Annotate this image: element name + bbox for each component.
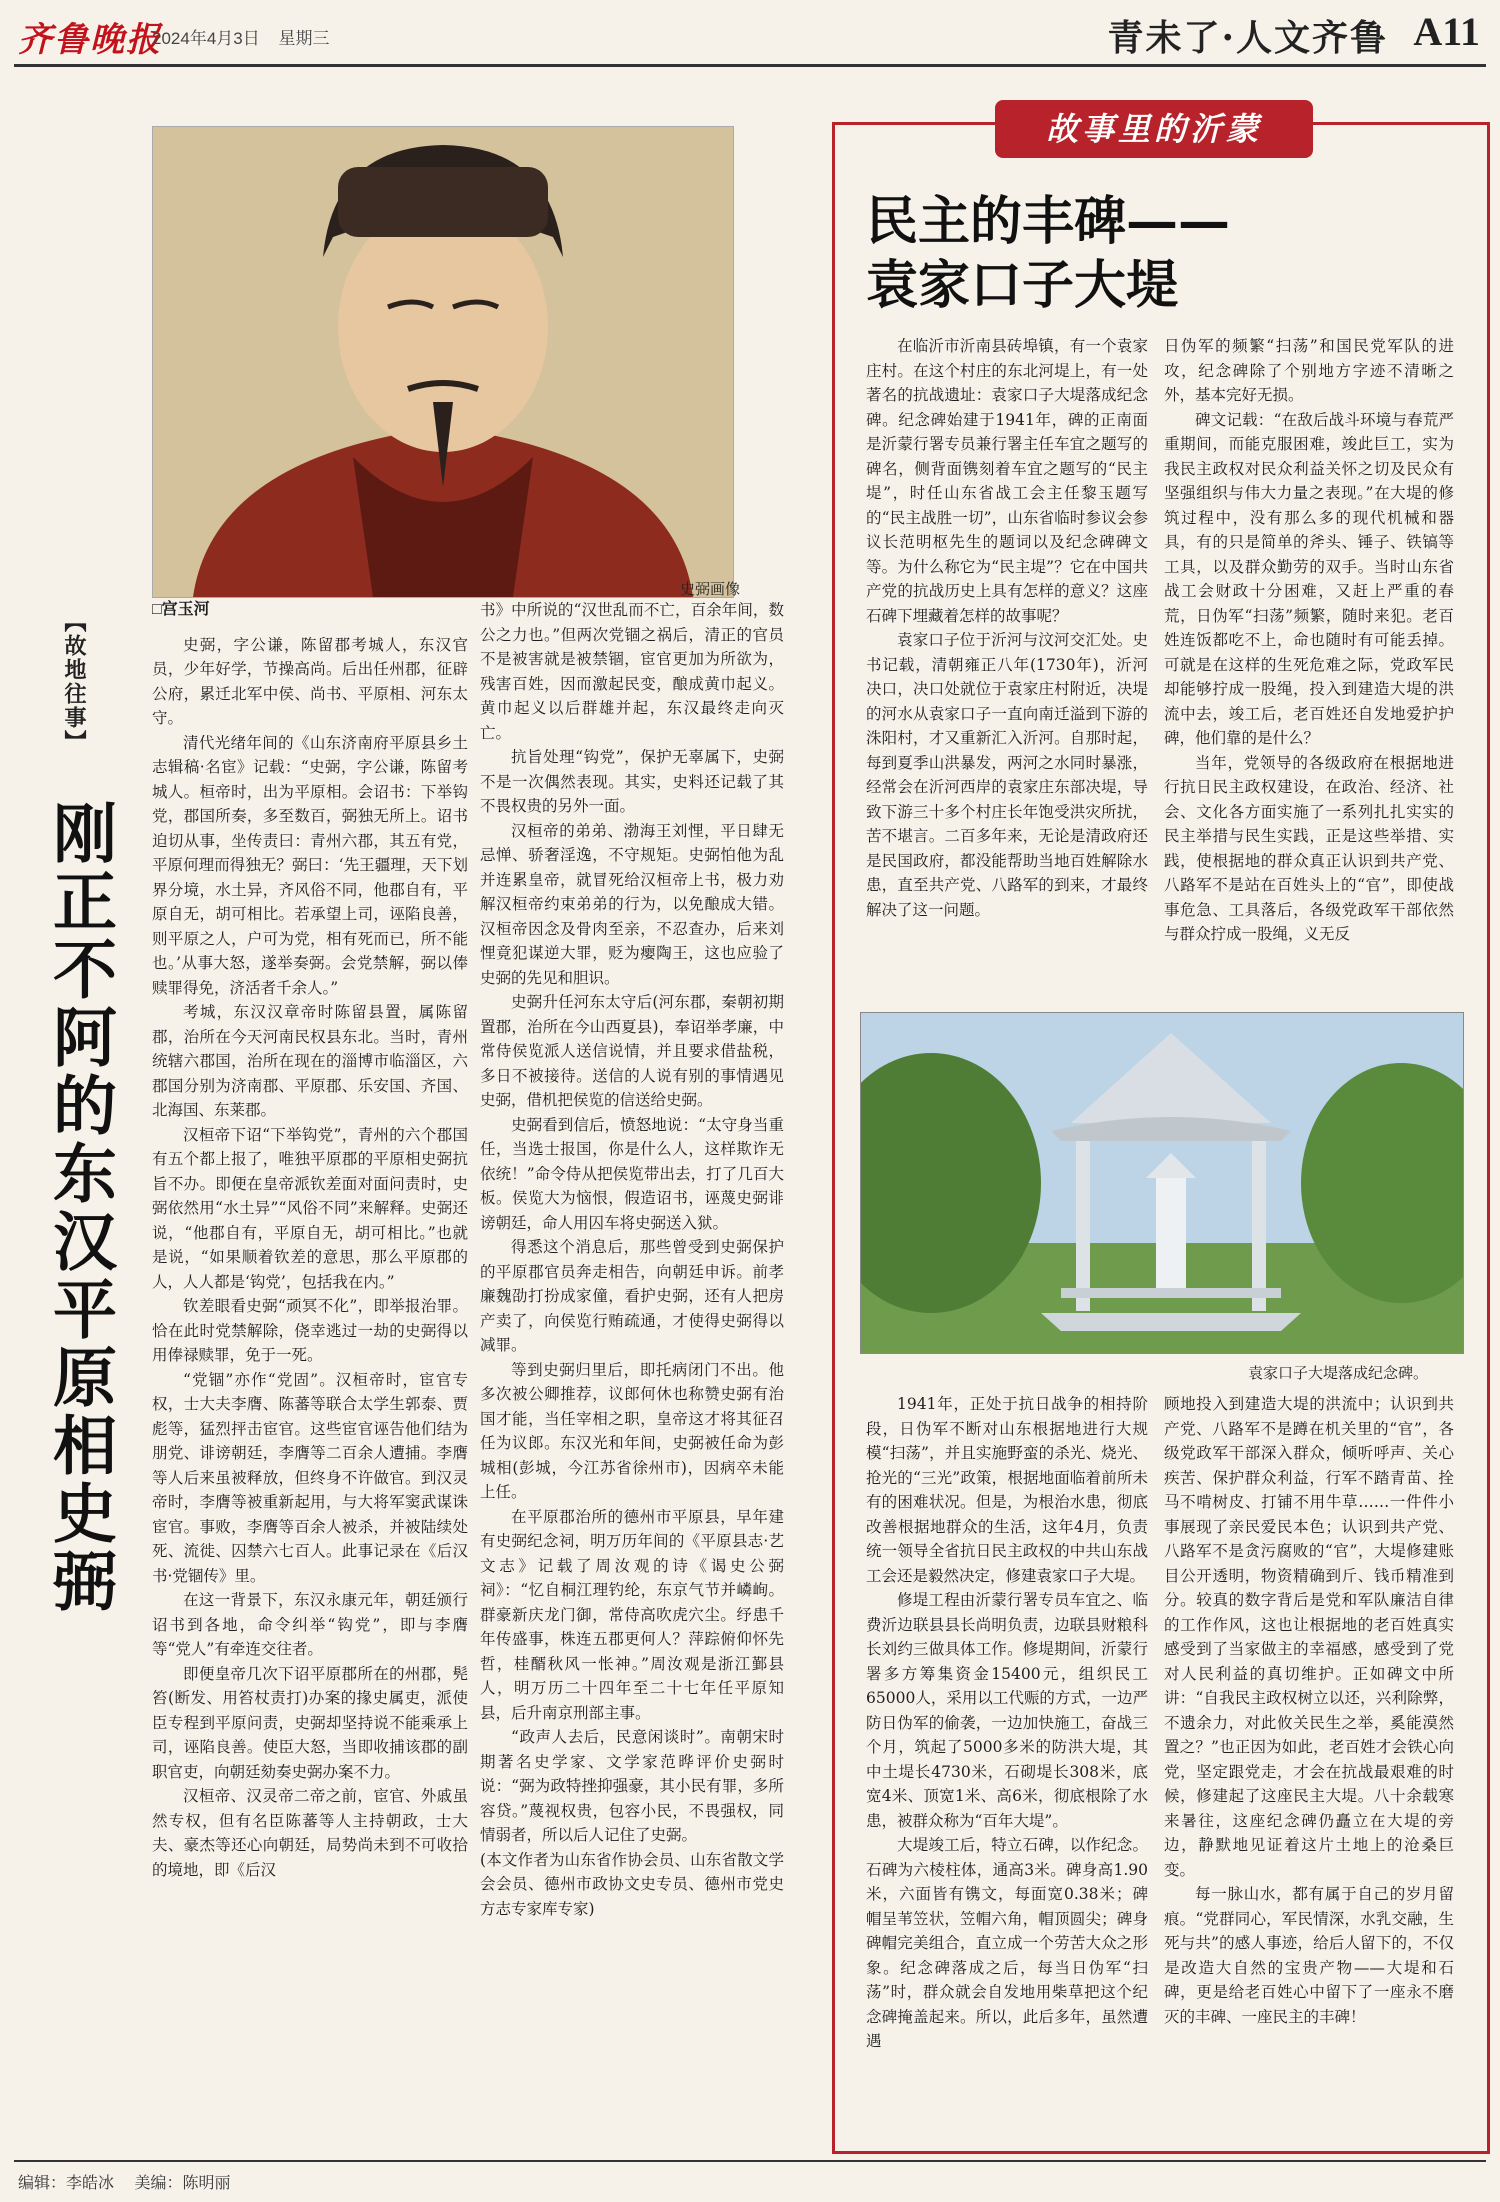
article-column-1: [152, 598, 468, 1882]
shi-bi-portrait: [152, 126, 734, 598]
article-column-2: [480, 598, 784, 1921]
paragraph: 等到史弼归里后，即托病闭门不出。他多次被公卿推荐，议郎何休也称赞史弼有治国才能，当任宰相之职，皇帝这才将其征召任为议郎。东汉光和年间，史弼被任命为彭城相(彭城，今江苏省徐州市)，因病卒未能上任。: [480, 1360, 784, 1501]
feature-column-1: [866, 334, 1148, 922]
paragraph: 顾地投入到建造大堤的洪流中；认识到共产党、八路军不是蹲在机关里的“官”，各级党政军干部深入群众，倾听呼声、关心疾苦、保护群众利益，行军不踏青苗、拴马不啃树皮、打铺不用牛草……一件件小事展现了亲民爱民本色；认识到共产党、八路军不是贪污腐败的“官”，大堤修建账目公开透明，物资精确到斤、钱币精准到分。较真的数字背后是党和军队廉洁自律的工作作风，这也让根据地的老百姓真实感受到了当家做主的幸福感，感受到了党对人民利益的真切维护。正如碑文中所讲：“自我民主政权树立以还，兴利除弊，不遗余力，对此攸关民生之举，奚能漠然置之？”也正因为如此，老百姓才会铁心向党，坚定跟党走，才会在抗战最艰难的时候，修建起了这座民主大堤。八十余载寒来暑往，这座纪念碑仍矗立在大堤的旁边，静默地见证着这片土地上的沧桑巨变。: [1164, 1395, 1454, 1879]
feature-tag: 故事里的沂蒙: [995, 100, 1313, 158]
paragraph: 修堤工程由沂蒙行署专员车宜之、临费沂边联县县长尚明负责，边联县财粮科长刘约三做具体工作。修堤期间，沂蒙行署多方筹集资金15400元，组织民工65000人，采用以工代赈的方式，一边严防日伪军的偷袭，一边加快施工，奋战三个月，筑起了5000多米的防洪大堤，其中土堤长4730米，石砌堤长308米，底宽4米、顶宽1米、高6米，彻底根除了水患，被群众称为“百年大堤”。: [866, 1591, 1148, 1830]
paragraph: 考城，东汉汉章帝时陈留县置，属陈留郡，治所在今天河南民权县东北。当时，青州统辖六郡国，治所在现在的淄博市临淄区，六郡国分别为济南郡、平原郡、乐安国、齐国、北海国、东莱郡。: [152, 1003, 468, 1119]
issue-date: [152, 24, 343, 49]
paragraph: 碑文记载：“在敌后战斗环境与春荒严重期间，而能克服困难，竣此巨工，实为我民主政权对民众利益关怀之切及民众有坚强组织与伟大力量之表现。”在大堤的修筑过程中，没有那么多的现代机械和器具，有的只是简单的斧头、锤子、铁镐等工具，以及群众勤劳的双手。当时山东省战工会财政十分困难，又赶上严重的春荒，日伪军“扫荡”频繁，随时来犯。老百姓连饭都吃不上，命也随时有可能丢掉。可就是在这样的生死危难之际，党政军民却能够拧成一股绳，投入到建造大堤的洪流中去，竣工后，老百姓还自发地爱护护碑，他们靠的是什么？: [1164, 410, 1454, 747]
top-rule: [14, 64, 1486, 67]
column-kicker: 【故地往事】: [61, 610, 87, 754]
paragraph: 抗旨处理“钩党”，保护无辜属下，史弼不是一次偶然表现。其实，史料还记载了其不畏权贵的另外一面。: [480, 748, 784, 815]
paragraph: “政声人去后，民意闲谈时”。南朝宋时期著名史学家、文学家范晔评价史弼时说：“弼为政特挫抑强豪，其小民有罪，多所容贷。”蔑视权贵，包容小民，不畏强权，同情弱者，所以后人记住了史弼。: [480, 1728, 784, 1844]
paragraph: 书》中所说的“汉世乱而不亡，百余年间，数公之力也。”但两次党锢之祸后，清正的官员不是被害就是被禁锢，宦官更加为所欲为，残害百姓，因而激起民变，酿成黄巾起义。黄巾起义以后群雄并起，东汉最终走向灭亡。: [480, 601, 784, 742]
author-byline: □宫玉河: [152, 601, 210, 618]
article-title: 刚正不阿的东汉平原相史弼: [42, 800, 117, 1616]
paragraph: 日伪军的频繁“扫荡”和国民党军队的进攻，纪念碑除了个别地方字迹不清晰之外，基本完好无损。: [1164, 337, 1454, 404]
date-text: 2024年4月3日: [152, 29, 260, 48]
paragraph: 史弼看到信后，愤怒地说：“太守身当重任，当选士报国，你是什么人，这样欺诈无依统！”命令侍从把侯览带出去，打了几百大板。侯览大为恼恨，假造诏书，诬蔑史弼诽谤朝廷，命人用囚车将史弼送入狱。: [480, 1115, 784, 1232]
paragraph: 汉桓帝的弟弟、渤海王刘悝，平日肆无忌惮、骄奢淫逸，不守规矩。史弼怕他为乱并连累皇帝，就冒死给汉桓帝上书，极力劝解汉桓帝约束弟弟的行为，以免酿成大错。汉桓帝因念及骨肉至亲，不忍查办，后来刘悝竟犯谋逆大罪，贬为瘿陶王，这也应验了史弼的先见和胆识。: [480, 821, 784, 987]
paragraph: “党锢”亦作“党固”。汉桓帝时，宦官专权，士大夫李膺、陈蕃等联合太学生郭泰、贾彪等，猛烈抨击宦官。这些宦官诬告他们结为朋党、诽谤朝廷，李膺等二百余人遭捕。李膺等人后来虽被释放，但终身不许做官。到汉灵帝时，李膺等被重新起用，与大将军窦武谋诛宦官。事败，李膺等百余人被杀，并被陆续处死、流徙、囚禁六七百人。此事记录在《后汉书·党锢传》里。: [152, 1370, 468, 1585]
paragraph: 得悉这个消息后，那些曾受到史弼保护的平原郡官员奔走相告，向朝廷申诉。前孝廉魏劭打扮成家僮，看护史弼，还有人把房产卖了，向侯览行贿疏通，才使得史弼得以减罪。: [480, 1238, 784, 1354]
feature-title-line-1: 民主的丰碑——: [866, 191, 1231, 252]
bottom-rule: [14, 2160, 1486, 2162]
paragraph: 即便皇帝几次下诏平原郡所在的州郡，髡笞(断发、用笞杖责打)办案的掾史属吏，派使臣专程到平原问责，史弼却坚持说不能乘承上司，诬陷良善。使臣大怒，当即收捕该郡的副职官吏，向朝廷劾奏史弼办案不力。: [152, 1664, 468, 1781]
paragraph: 钦差眼看史弼“顽冥不化”，即举报治罪。恰在此时党禁解除，侥幸逃过一劫的史弼得以用俸禄赎罪，免于一死。: [152, 1297, 468, 1364]
page-footer: [18, 2170, 246, 2193]
paragraph: 袁家口子位于沂河与汶河交汇处。史书记载，清朝雍正八年(1730年)，沂河决口，决口处就位于袁家庄村附近，决堤的河水从袁家口子一直向南迁溢到下游的洙阳村，才又重新汇入沂河。自那时起，每到夏季山洪暴发，两河之水同时暴涨，经常会在沂河西岸的袁家庄东部决堤，导致下游三十多个村庄长年饱受洪灾所扰，苦不堪言。二百多年来，无论是清政府还是民国政府，都没能帮助当地百姓解除水患，直至共产党、八路军的到来，才最终解决了这一问题。: [866, 631, 1148, 919]
author-note: (本文作者为山东省作协会员、山东省散文学会会员、德州市政协文史专员、德州市党史方志专家库专家): [480, 1850, 784, 1918]
paragraph: 每一脉山水，都有属于自己的岁月留痕。“党群同心，军民情深，水乳交融，生死与共”的感人事迹，给后人留下的，不仅是改造大自然的宝贵产物——大堤和石碑，更是给老百姓心中留下了一座永不磨灭的丰碑、一座民主的丰碑！: [1164, 1885, 1454, 2026]
paragraph: 史弼升任河东太守后(河东郡，秦朝初期置郡，治所在今山西夏县)，奉诏举孝廉，中常侍侯览派人送信说情，并且要求借盐税，多日不被接待。送信的人说有别的事情遇见史弼，借机把侯览的信送给史弼。: [480, 993, 784, 1109]
paragraph: 汉桓帝、汉灵帝二帝之前，宦官、外戚虽然专权，但有名臣陈蕃等人主持朝政，士大夫、豪杰等还心向朝廷，局势尚未到不可收拾的境地，即《后汉: [152, 1787, 468, 1879]
newspaper-logo: 齐鲁晚报: [18, 20, 162, 60]
paragraph: 1941年，正处于抗日战争的相持阶段，日伪军不断对山东根据地进行大规模“扫荡”，并且实施野蛮的杀光、烧光、抢光的“三光”政策，根据地面临着前所未有的困难状况。但是，为根治水患，彻底改善根据地群众的生活，这年4月，负责统一领导全省抗日民主政权的中共山东战工会还是毅然决定，修建袁家口子大堤。: [866, 1395, 1148, 1585]
monument-photo: [860, 1012, 1464, 1354]
paragraph: 清代光绪年间的《山东济南府平原县乡土志辑稿·名宦》记载：“史弼，字公谦，陈留考城人。桓帝时，出为平原相。会诏书：下举钩党，郡国所奏，多至数百，弼独无所上。诏书迫切从事，坐传责曰：青州六郡，其五有党，平原何理而得独无？弼曰：‘先王疆理，天下划界分境，水土异，齐风俗不同，他郡自有，平原自无，胡可相比。若承望上司，诬陷良善，则平原之人，户可为党，相有死而已，所不能也。’从事大怒，遂举奏弼。会党禁解，弼以俸赎罪得免，济活者千余人。”: [152, 733, 468, 997]
designer-credit: 美编：陈明丽: [134, 2175, 231, 2192]
feature-title-line-2: 袁家口子大堤: [866, 255, 1179, 316]
paragraph: 大堤竣工后，特立石碑，以作纪念。石碑为六棱柱体，通高3米。碑身高1.90米，六面皆有镌文，每面宽0.38米；碑帽呈苇笠状，笠帽六角，帽顶圆尖；碑身碑帽完美组合，直立成一个劳苦大众之形象。纪念碑落成之后，每当日伪军“扫荡”时，群众就会自发地用柴草把这个纪念碑掩盖起来。所以，此后多年，虽然遭遇: [866, 1836, 1148, 2050]
weekday-text: 星期三: [278, 29, 330, 48]
editor-credit: 编辑：李皓冰: [18, 2175, 115, 2192]
page-number: A11: [1413, 9, 1480, 54]
portrait-illustration: [153, 127, 733, 597]
paragraph: 汉桓帝下诏“下举钩党”，青州的六个郡国有五个都上报了，唯独平原郡的平原相史弼抗旨不办。即便在皇帝派钦差面对面问责时，史弼依然用“水土异”“风俗不同”来解释。史弼还说，“他郡自有，平原自无，胡可相比。”也就是说，“如果顺着钦差的意思，那么平原郡的人，人人都是‘钩党’，包括我在内。”: [152, 1125, 468, 1291]
feature-title: [866, 190, 1426, 318]
feature-column-2: [1164, 334, 1454, 947]
paragraph: 在临沂市沂南县砖埠镇，有一个袁家庄村。在这个村庄的东北河堤上，有一处著名的抗战遗址：袁家口子大堤落成纪念碑。纪念碑始建于1941年，碑的正南面是沂蒙行署专员兼行署主任车宜之题写的碑名，侧背面镌刻着车宜之题写的“民主堤”，时任山东省战工会主任黎玉题写的“民主战胜一切”，山东省临时参议会参议长范明枢先生的题词以及纪念碑碑文等。为什么称它为“民主堤”？它在中国共产党的抗战历史上具有怎样的意义？这座石碑下埋藏着怎样的故事呢？: [866, 337, 1148, 625]
portrait-caption: 史弼画像: [680, 581, 741, 598]
feature-column-4: [1164, 1392, 1454, 2029]
paragraph: 史弼，字公谦，陈留郡考城人，东汉官员，少年好学，节操高尚。后出任州郡，征辟公府，累迁北军中侯、尚书、平原相、河东太守。: [152, 635, 468, 727]
section-title: 青未了·人文齐鲁: [1107, 17, 1388, 59]
paragraph: 在平原郡治所的德州市平原县，早年建有史弼纪念祠，明万历年间的《平原县志·艺文志》记载了周汝观的诗《谒史公弼祠》：“忆自桐江理钓纶，东京气节并嶙峋。群豪新庆龙门御，常侍高吹虎穴尘。纾患千年传盛事，株连五郡更何人？萍踪俯仰怀先哲，桂醑秋风一怅神。”周汝观是浙江鄞县人，明万历二十四年至二十七年任平原知县，后升南京刑部主事。: [480, 1507, 784, 1722]
feature-column-3: [866, 1392, 1148, 2054]
pavilion-illustration: [861, 1013, 1463, 1353]
photo-caption: 袁家口子大堤落成纪念碑。: [1248, 1365, 1429, 1382]
paragraph: 在这一背景下，东汉永康元年，朝廷颁行诏书到各地，命令纠举“钩党”，即与李膺等“党人”有牵连交往者。: [152, 1591, 468, 1658]
paragraph: 当年，党领导的各级政府在根据地进行抗日民主政权建设，在政治、经济、社会、文化各方面实施了一系列扎扎实实的民主举措与民生实践，正是这些举措、实践，使根据地的群众真正认识到共产党、八路军不是站在百姓头上的“官”，即使战事危急、工具落后，各级党政军干部依然与群众拧成一股绳，义无反: [1164, 753, 1454, 943]
